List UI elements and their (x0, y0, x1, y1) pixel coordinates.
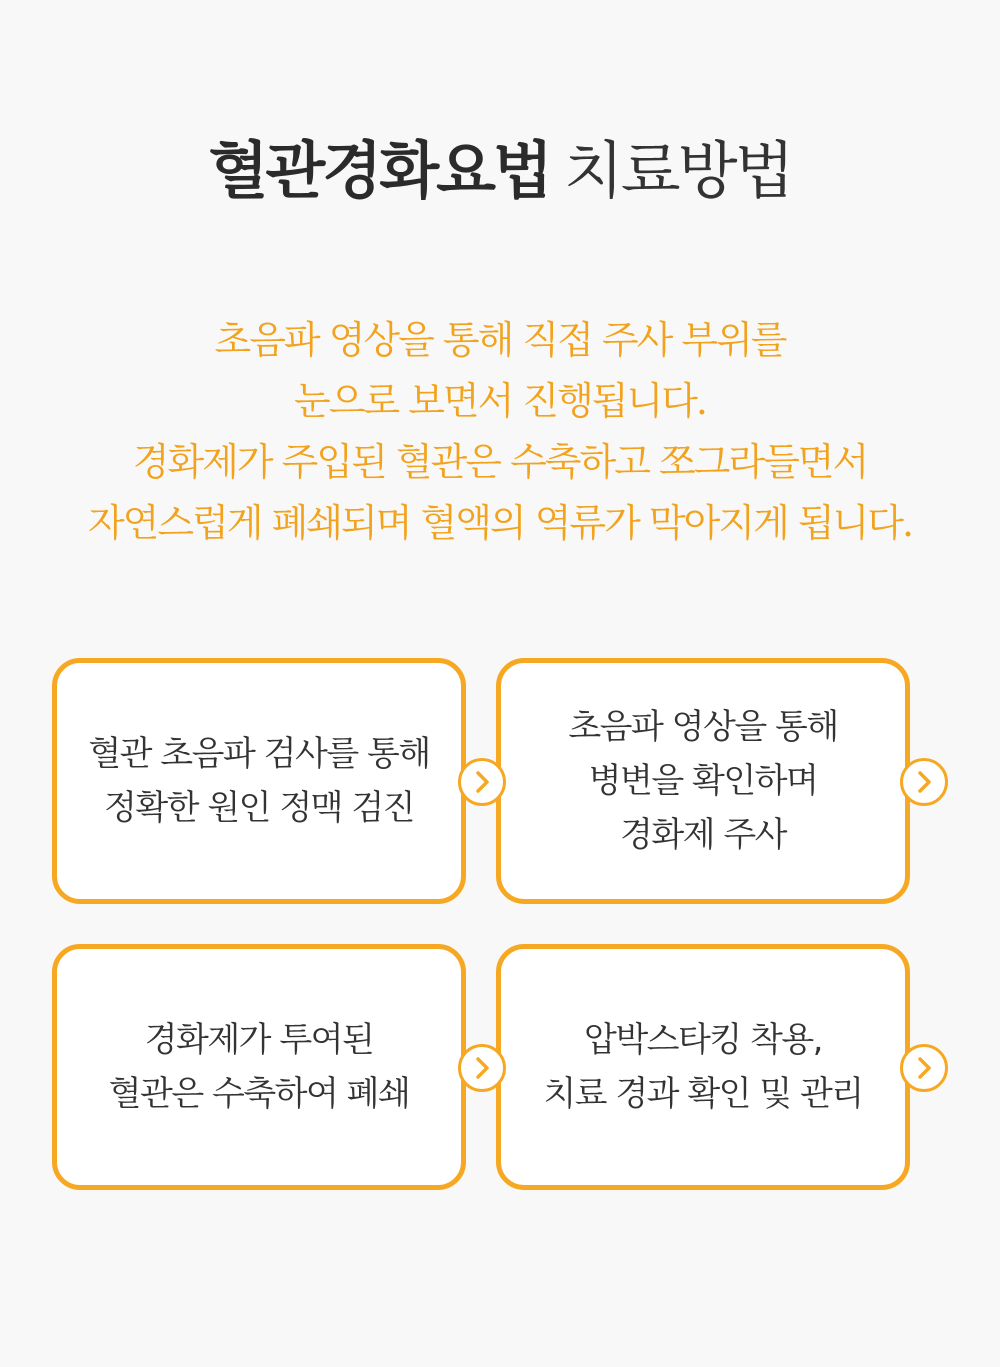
page-title (0, 128, 1000, 214)
step-card-3 (52, 944, 466, 1190)
step-card-1 (52, 658, 466, 904)
description (0, 310, 1000, 554)
title-bold: 혈관경화요법 (208, 134, 550, 207)
description-line: 경화제가 주입된 혈관은 수축하고 쪼그라들면서 (132, 440, 868, 484)
chevron-right-icon (900, 1044, 948, 1092)
chevron-right-icon (458, 1044, 506, 1092)
step-card-4 (496, 944, 910, 1190)
title-light: 치료방법 (563, 134, 792, 207)
step-line: 혈관은 수축하여 폐쇄 (108, 1074, 410, 1114)
step-card-text (88, 727, 429, 835)
description-line: 초음파 영상을 통해 직접 주사 부위를 (214, 318, 786, 362)
step-line: 경화제 주사 (619, 815, 787, 855)
step-line: 초음파 영상을 통해 (568, 707, 838, 747)
description-line: 눈으로 보면서 진행됩니다. (293, 379, 707, 423)
step-line: 경화제가 투여된 (144, 1020, 374, 1060)
step-line: 정확한 원인 정맥 검진 (103, 788, 415, 828)
description-line: 자연스럽게 폐쇄되며 혈액의 역류가 막아지게 됩니다. (87, 501, 913, 545)
step-card-text (109, 1013, 410, 1121)
step-line: 압박스타킹 착용, (583, 1020, 822, 1060)
chevron-right-icon (458, 758, 506, 806)
step-line: 치료 경과 확인 및 관리 (543, 1074, 863, 1114)
step-card-2 (496, 658, 910, 904)
step-card-text (543, 1013, 862, 1121)
chevron-right-icon (900, 758, 948, 806)
step-line: 혈관 초음파 검사를 통해 (88, 734, 430, 774)
step-line: 병변을 확인하며 (588, 761, 818, 801)
step-card-text (568, 700, 837, 862)
